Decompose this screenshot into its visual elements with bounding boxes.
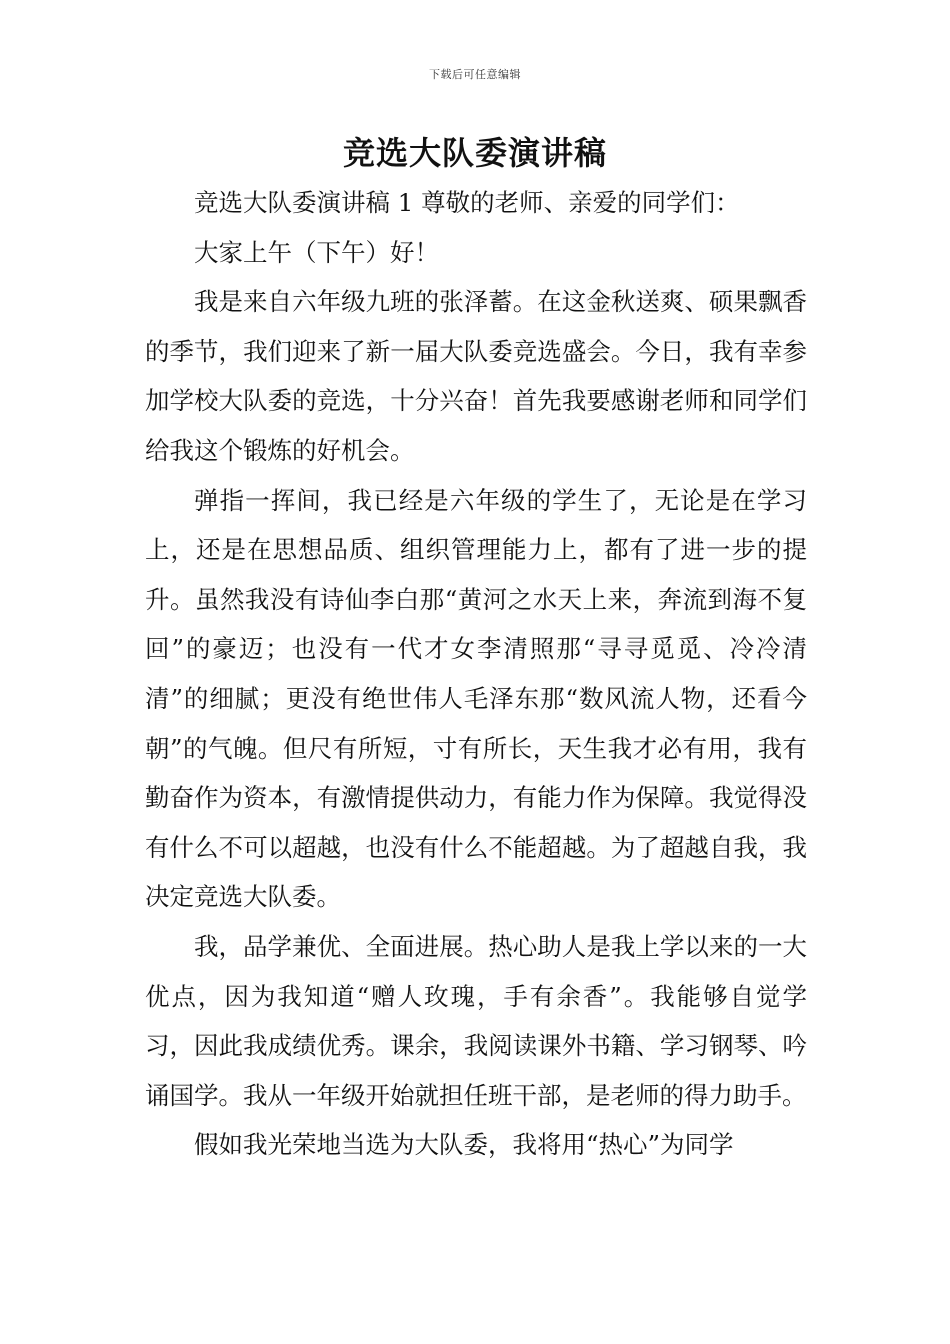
paragraph-salutation: 竞选大队委演讲稿 1 尊敬的老师、亲爱的同学们： [194,188,740,217]
document-body [145,178,807,1170]
document-title: 竞选大队委演讲稿 [342,134,607,172]
paragraph-motivation: 弹指一挥间，我已经是六年级的学生了，无论是在学习上，还是在思想品质、组织管理能力上，都有了进一步的提升。虽然我没有诗仙李白那“黄河之水天上来，奔流到海不复回”的豪迈；也没有一代才女李清照那“寻寻觅觅、冷冷清清”的细腻；更没有绝世伟人毛泽东那“数风流人物，还看今朝”的气魄。但尺有所短，寸有所长，天生我才必有用，我有勤奋作为资本，有激情提供动力，有能力作为保障。我觉得没有什么不可以超越，也没有什么不能超越。为了超越自我，我决定竞选大队委。 [145,485,807,912]
paragraph-greeting: 大家上午（下午）好！ [194,237,439,267]
paragraph-introduction: 我是来自六年级九班的张泽蓄。在这金秋送爽、硕果飘香的季节，我们迎来了新一届大队委竞选盛会。今日，我有幸参加学校大队委的竞选，十分兴奋！首先我要感谢老师和同学们给我这个锻炼的好机会。 [145,287,807,465]
paragraph-promise: 假如我光荣地当选为大队委，我将用“热心”为同学 [194,1130,734,1160]
header-note: 下载后可任意编辑 [429,68,521,81]
paragraph-qualities: 我，品学兼优、全面进展。热心助人是我上学以来的一大优点，因为我知道“赠人玫瑰，手有余香”。我能够自觉学习，因此我成绩优秀。课余，我阅读课外书籍、学习钢琴、吟诵国学。我从一年级开始就担任班干部，是老师的得力助手。 [145,931,807,1110]
